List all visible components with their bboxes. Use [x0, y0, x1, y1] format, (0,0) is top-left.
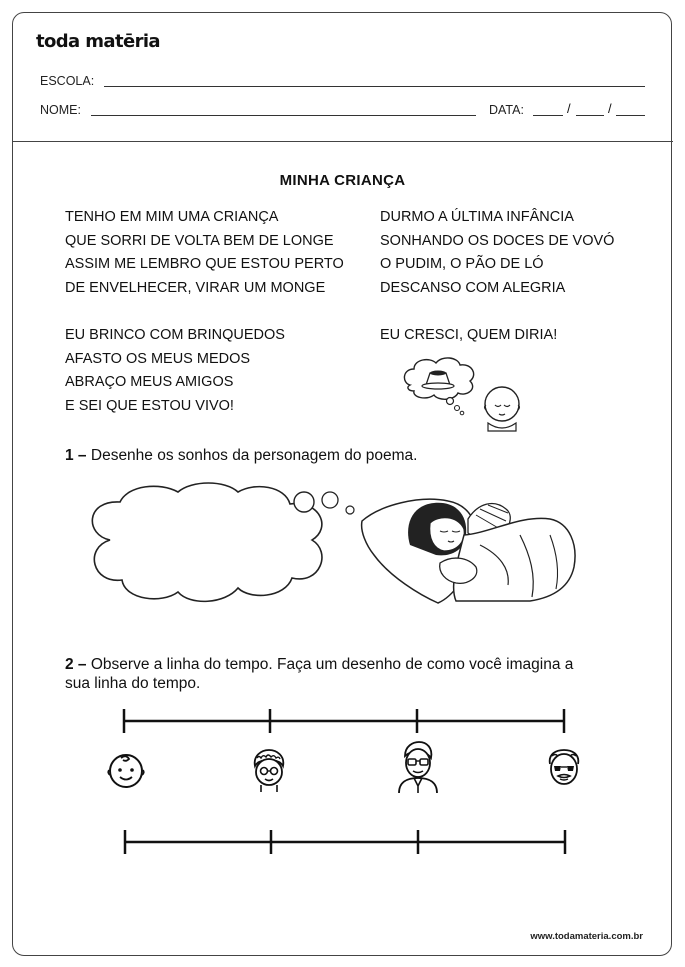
question-1	[65, 446, 417, 465]
poem-stanza-4	[380, 324, 557, 348]
brand-logo: toda matēria	[36, 31, 160, 52]
question-1-number: 1 –	[65, 447, 87, 464]
school-label: ESCOLA:	[40, 74, 95, 88]
baby-face-icon	[107, 752, 145, 790]
question-2-text-line1: Observe a linha do tempo. Faça um desenho de como você imagina a	[90, 656, 574, 673]
poem-line: DURMO A ÚLTIMA INFÂNCIA	[380, 209, 574, 225]
poem-line: AFASTO OS MEUS MEDOS	[65, 350, 251, 367]
question-2-number: 2 –	[65, 656, 87, 673]
example-timeline	[120, 706, 570, 736]
poem-stanza-2	[380, 206, 614, 300]
poem-line: DE ENVELHECER, VIRAR UM MONGE	[65, 279, 326, 296]
school-field[interactable]	[104, 86, 645, 87]
poem-line: DESCANSO COM ALEGRIA	[380, 279, 566, 296]
date-separator: /	[608, 101, 612, 116]
poem-line: E SEI QUE ESTOU VIVO!	[65, 397, 234, 414]
adult-face-icon	[397, 742, 439, 794]
poem-line: EU BRINCO COM BRINQUEDOS	[65, 327, 285, 343]
question-2	[65, 655, 573, 693]
name-field[interactable]	[91, 115, 476, 116]
poem-line: EU CRESCI, QUEM DIRIA!	[380, 327, 558, 343]
poem-line: ABRAÇO MEUS AMIGOS	[65, 374, 234, 390]
poem-line: O PUDIM, O PÃO DE LÓ	[380, 256, 544, 272]
poem-stanza-1	[65, 206, 344, 300]
question-1-text: Desenhe os sonhos da personagem do poema.	[90, 447, 418, 464]
date-label: DATA:	[489, 103, 524, 117]
student-timeline[interactable]	[121, 827, 571, 857]
poem-stanza-3	[65, 324, 285, 418]
date-day-field[interactable]	[533, 115, 563, 116]
poem-line: ASSIM ME LEMBRO QUE ESTOU PERTO	[65, 256, 344, 272]
name-label: NOME:	[40, 103, 81, 117]
header-divider	[12, 141, 673, 142]
date-year-field[interactable]	[616, 115, 645, 116]
poem-line: TENHO EM MIM UMA CRIANÇA	[65, 209, 279, 225]
pudding-dream-icon	[400, 355, 490, 417]
footer-url[interactable]: www.todamateria.com.br	[530, 931, 643, 942]
elder-face-icon	[546, 748, 582, 788]
poem-line: SONHANDO OS DOCES DE VOVÓ	[380, 232, 615, 249]
sleeping-baby-icon	[478, 383, 526, 433]
poem-title: MINHA CRIANÇA	[279, 172, 406, 189]
empty-thought-cloud[interactable]	[80, 480, 360, 615]
sleeping-girl-illustration	[360, 485, 580, 613]
question-2-text-line2: sua linha do tempo.	[65, 675, 201, 692]
child-face-icon	[251, 748, 287, 794]
date-separator: /	[567, 101, 571, 116]
poem-line: QUE SORRI DE VOLTA BEM DE LONGE	[65, 232, 334, 249]
date-month-field[interactable]	[576, 115, 604, 116]
